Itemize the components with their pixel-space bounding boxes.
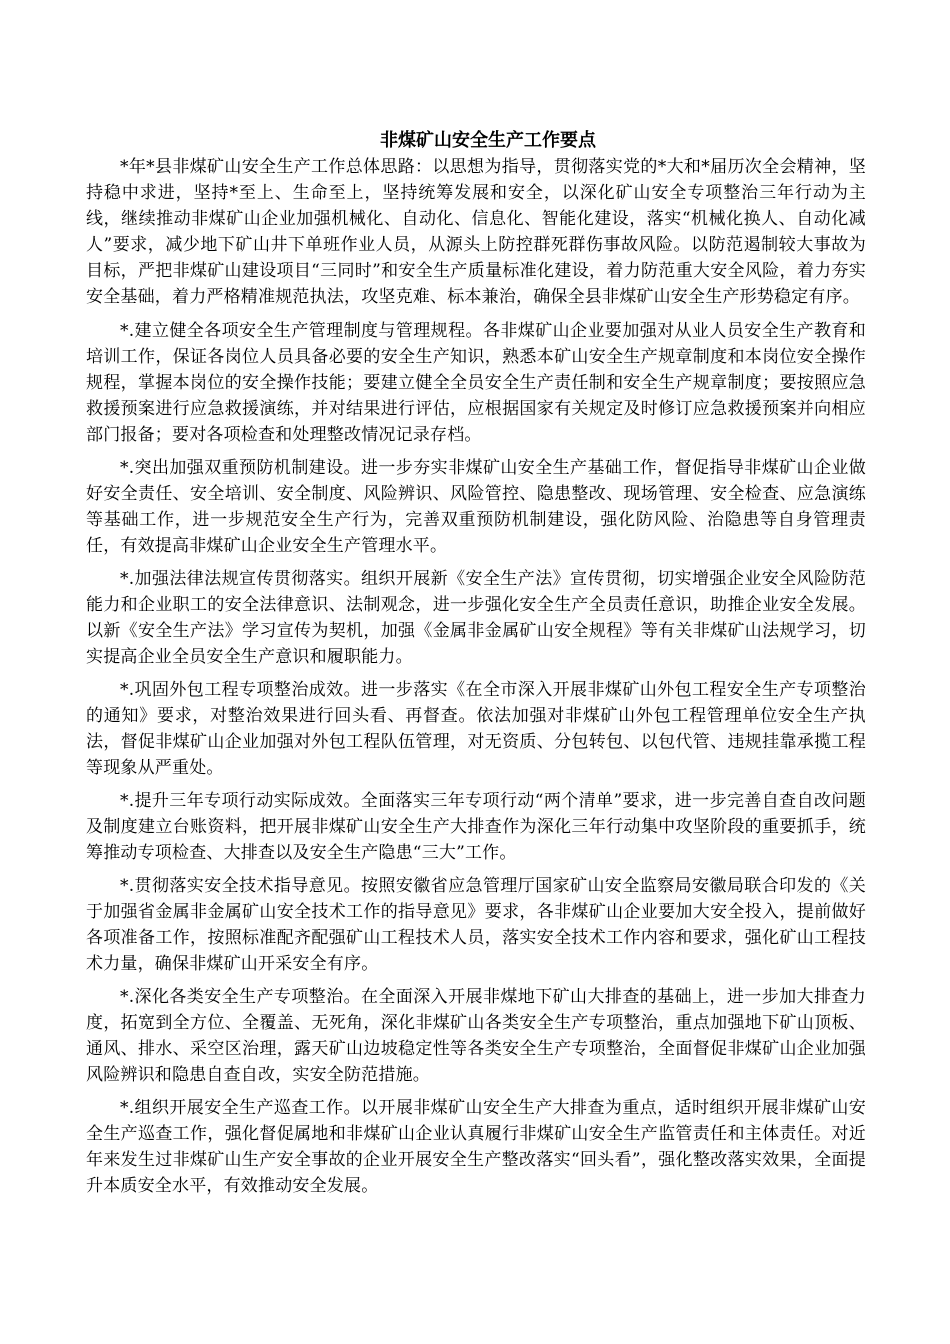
paragraph-intro: *年*县非煤矿山安全生产工作总体思路：以思想为指导，贯彻落实党的*大和*届历次全会精神，坚持稳中求进，坚持*至上、生命至上，坚持统筹发展和安全，以深化矿山安全专项整治三年行动为主线，继续推动非煤矿山企业加强机械化、自动化、信息化、智能化建设，落实“机械化换人、自动化减人”要求，减少地下矿山井下单班作业人员，从源头上防控群死群伤事故风险。以防范遏制较大事故为目标，严把非煤矿山建设项目“三同时”和安全生产质量标准化建设，着力防范重大安全风险，着力夯实安全基础，着力严格精准规范执法，攻坚克难、标本兼治，确保全县非煤矿山安全生产形势稳定有序。 bbox=[86, 157, 866, 307]
paragraph-special-rectification: *.深化各类安全生产专项整治。在全面深入开展非煤地下矿山大排查的基础上，进一步加大排查力度，拓宽到全方位、全覆盖、无死角，深化非煤矿山各类安全生产专项整治，重点加强地下矿山顶板、通风、排水、采空区治理，露天矿山边坡稳定性等各类安全生产专项整治，全面督促非煤矿山企业加强风险辨识和隐患自查自改，实安全防范措施。 bbox=[86, 987, 866, 1085]
paragraph-inspection: *.组织开展安全生产巡查工作。以开展非煤矿山安全生产大排查为重点，适时组织开展非煤矿山安全生产巡查工作，强化督促属地和非煤矿山企业认真履行非煤矿山安全生产监管责任和主体责任。对近年来发生过非煤矿山生产安全事故的企业开展安全生产整改落实“回头看”，强化整改落实效果，全面提升本质安全水平，有效推动安全发展。 bbox=[86, 1098, 866, 1196]
paragraph-dual-prevention: *.突出加强双重预防机制建设。进一步夯实非煤矿山安全生产基础工作，督促指导非煤矿山企业做好安全责任、安全培训、安全制度、风险辨识、风险管控、隐患整改、现场管理、安全检查、应急演练等基础工作，进一步规范安全生产行为，完善双重预防机制建设，强化防风险、治隐患等自身管理责任，有效提高非煤矿山企业安全生产管理水平。 bbox=[86, 458, 866, 556]
paragraph-technical-guidance: *.贯彻落实安全技术指导意见。按照安徽省应急管理厅国家矿山安全监察局安徽局联合印发的《关于加强省金属非金属矿山安全技术工作的指导意见》要求，各非煤矿山企业要加大安全投入，提前做好各项准备工作，按照标准配齐配强矿山工程技术人员，落实安全技术工作内容和要求，强化矿山工程技术力量，确保非煤矿山开采安全有序。 bbox=[86, 876, 866, 974]
paragraph-law-publicity: *.加强法律法规宣传贯彻落实。组织开展新《安全生产法》宣传贯彻，切实增强企业安全风险防范能力和企业职工的安全法律意识、法制观念，进一步强化安全生产全员责任意识，助推企业安全发展。以新《安全生产法》学习宣传为契机，加强《金属非金属矿山安全规程》等有关非煤矿山法规学习，切实提高企业全员安全生产意识和履职能力。 bbox=[86, 569, 866, 667]
document-title: 非煤矿山安全生产工作要点 bbox=[380, 130, 596, 151]
paragraph-outsourcing: *.巩固外包工程专项整治成效。进一步落实《在全市深入开展非煤矿山外包工程安全生产专项整治的通知》要求，对整治效果进行回头看、再督查。依法加强对非煤矿山外包工程管理单位安全生产执法，督促非煤矿山企业加强对外包工程队伍管理，对无资质、分包转包、以包代管、违规挂靠承揽工程等现象从严重处。 bbox=[86, 680, 866, 778]
document-page bbox=[86, 128, 866, 1206]
paragraph-management-system: *.建立健全各项安全生产管理制度与管理规程。各非煤矿山企业要加强对从业人员安全生产教育和培训工作，保证各岗位人员具备必要的安全生产知识，熟悉本矿山安全生产规章制度和本岗位安全操作规程，掌握本岗位的安全操作技能；要建立健全全员安全生产责任制和安全生产规章制度；要按照应急救援预案进行应急救援演练，并对结果进行评估，应根据国家有关规定及时修订应急救援预案并向相应部门报备；要对各项检查和处理整改情况记录存档。 bbox=[86, 321, 866, 445]
paragraph-three-year-action: *.提升三年专项行动实际成效。全面落实三年专项行动“两个清单”要求，进一步完善自查自改问题及制度建立台账资料，把开展非煤矿山安全生产大排查作为深化三年行动集中攻坚阶段的重要抓手，统筹推动专项检查、大排查以及安全生产隐患“三大”工作。 bbox=[86, 791, 866, 863]
